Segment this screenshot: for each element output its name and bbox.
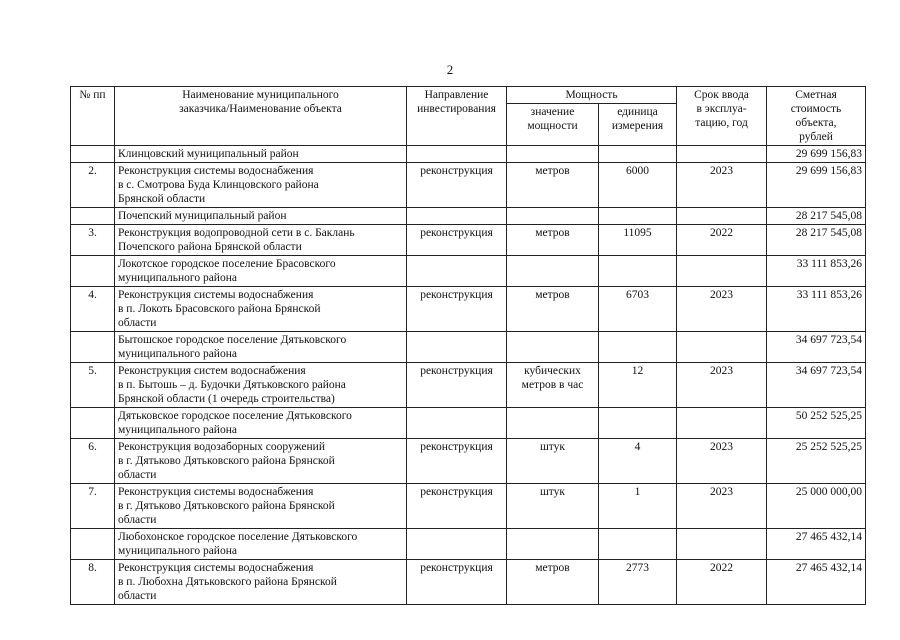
- cell-capacity-value: [507, 208, 599, 225]
- cell-term: 2023: [677, 163, 767, 208]
- cell-capacity-unit: 6703: [599, 287, 677, 332]
- table-row: [71, 225, 866, 256]
- cell-direction: [407, 146, 507, 163]
- header-num: № пп: [71, 87, 115, 146]
- cell-name: Реконструкция системы водоснабжения в п. Любохна Дятьковского района Брянской области: [115, 560, 407, 605]
- cell-name: Реконструкция систем водоснабжения в п. Бытошь – д. Будочки Дятьковского района Брянской области (1 очередь строительства): [115, 363, 407, 408]
- cell-capacity-value: [507, 332, 599, 363]
- header-term: Срок ввода в эксплуа- тацию, год: [677, 87, 767, 146]
- cell-term: 2023: [677, 439, 767, 484]
- cell-name: Клинцовский муниципальный район: [115, 146, 407, 163]
- header-cost: Сметная стоимость объекта, рублей: [767, 87, 866, 146]
- cell-num: [71, 332, 115, 363]
- cell-cost: 34 697 723,54: [767, 332, 866, 363]
- header-direction: Направление инвестирования: [407, 87, 507, 146]
- cell-num: 5.: [71, 363, 115, 408]
- cell-direction: реконструкция: [407, 560, 507, 605]
- header-capacity: Мощность: [507, 87, 677, 104]
- cell-cost: 25 000 000,00: [767, 484, 866, 529]
- cell-direction: [407, 408, 507, 439]
- cell-cost: 28 217 545,08: [767, 208, 866, 225]
- cell-cost: 25 252 525,25: [767, 439, 866, 484]
- cell-capacity-value: метров: [507, 287, 599, 332]
- cell-direction: реконструкция: [407, 163, 507, 208]
- cell-capacity-unit: [599, 408, 677, 439]
- header-capacity-unit: единица измерения: [599, 104, 677, 146]
- header-capacity-value: значение мощности: [507, 104, 599, 146]
- cell-name: Реконструкция водопроводной сети в с. Баклань Почепского района Брянской области: [115, 225, 407, 256]
- table-row: [71, 287, 866, 332]
- cell-term: 2023: [677, 484, 767, 529]
- cell-num: [71, 529, 115, 560]
- cell-num: [71, 256, 115, 287]
- cell-direction: [407, 332, 507, 363]
- cell-direction: реконструкция: [407, 225, 507, 256]
- cell-cost: 33 111 853,26: [767, 287, 866, 332]
- table-row: [71, 484, 866, 529]
- cell-name: Бытошское городское поселение Дятьковского муниципального района: [115, 332, 407, 363]
- cell-capacity-value: [507, 146, 599, 163]
- cell-capacity-value: метров: [507, 163, 599, 208]
- header-name: Наименование муниципального заказчика/Наименование объекта: [115, 87, 407, 146]
- cell-name: Реконструкция системы водоснабжения в с. Смотрова Буда Клинцовского района Брянской области: [115, 163, 407, 208]
- cell-term: 2022: [677, 560, 767, 605]
- cell-capacity-unit: 1: [599, 484, 677, 529]
- cell-name: Реконструкция системы водоснабжения в п. Локоть Брасовского района Брянской области: [115, 287, 407, 332]
- cell-capacity-unit: 4: [599, 439, 677, 484]
- cell-cost: 29 699 156,83: [767, 163, 866, 208]
- cell-direction: [407, 256, 507, 287]
- table-row-group: [71, 332, 866, 363]
- cell-capacity-unit: 12: [599, 363, 677, 408]
- table-row-group: [71, 529, 866, 560]
- cell-capacity-value: [507, 529, 599, 560]
- cell-capacity-unit: 6000: [599, 163, 677, 208]
- cell-capacity-unit: 11095: [599, 225, 677, 256]
- cell-capacity-unit: [599, 208, 677, 225]
- cell-capacity-value: штук: [507, 439, 599, 484]
- cell-name: Реконструкция системы водоснабжения в г. Дятьково Дятьковского района Брянской области: [115, 484, 407, 529]
- cell-direction: реконструкция: [407, 439, 507, 484]
- cell-direction: реконструкция: [407, 287, 507, 332]
- cell-capacity-unit: [599, 332, 677, 363]
- cell-name: Почепский муниципальный район: [115, 208, 407, 225]
- cell-direction: реконструкция: [407, 363, 507, 408]
- cell-term: [677, 208, 767, 225]
- cell-cost: 27 465 432,14: [767, 560, 866, 605]
- cell-term: 2023: [677, 287, 767, 332]
- cell-capacity-unit: [599, 146, 677, 163]
- cell-term: [677, 332, 767, 363]
- cell-capacity-unit: 2773: [599, 560, 677, 605]
- cell-num: [71, 208, 115, 225]
- cell-capacity-value: метров: [507, 560, 599, 605]
- cell-direction: реконструкция: [407, 484, 507, 529]
- cell-term: [677, 256, 767, 287]
- cell-direction: [407, 529, 507, 560]
- cell-num: 3.: [71, 225, 115, 256]
- cell-capacity-value: [507, 256, 599, 287]
- cell-num: [71, 408, 115, 439]
- investment-table: [70, 86, 866, 605]
- cell-term: 2022: [677, 225, 767, 256]
- page-number: 2: [446, 62, 454, 77]
- cell-name: Локотское городское поселение Брасовского муниципального района: [115, 256, 407, 287]
- cell-capacity-value: штук: [507, 484, 599, 529]
- cell-num: 2.: [71, 163, 115, 208]
- cell-name: Дятьковское городское поселение Дятьковского муниципального района: [115, 408, 407, 439]
- cell-capacity-unit: [599, 529, 677, 560]
- cell-capacity-value: кубических метров в час: [507, 363, 599, 408]
- table-row: [71, 560, 866, 605]
- cell-num: [71, 146, 115, 163]
- table-body: [71, 146, 866, 605]
- cell-term: [677, 146, 767, 163]
- cell-num: 4.: [71, 287, 115, 332]
- cell-term: [677, 408, 767, 439]
- cell-capacity-value: [507, 408, 599, 439]
- cell-name: Любохонское городское поселение Дятьковского муниципального района: [115, 529, 407, 560]
- cell-num: 7.: [71, 484, 115, 529]
- table-row-group: [71, 408, 866, 439]
- cell-capacity-value: метров: [507, 225, 599, 256]
- cell-name: Реконструкция водозаборных сооружений в г. Дятьково Дятьковского района Брянской области: [115, 439, 407, 484]
- cell-cost: 28 217 545,08: [767, 225, 866, 256]
- cell-capacity-unit: [599, 256, 677, 287]
- cell-cost: 29 699 156,83: [767, 146, 866, 163]
- table-row: [71, 363, 866, 408]
- table-row-group: [71, 256, 866, 287]
- table-row: [71, 163, 866, 208]
- cell-cost: 50 252 525,25: [767, 408, 866, 439]
- cell-num: 6.: [71, 439, 115, 484]
- cell-cost: 27 465 432,14: [767, 529, 866, 560]
- cell-term: 2023: [677, 363, 767, 408]
- table-row: [71, 439, 866, 484]
- cell-direction: [407, 208, 507, 225]
- cell-cost: 34 697 723,54: [767, 363, 866, 408]
- cell-num: 8.: [71, 560, 115, 605]
- cell-cost: 33 111 853,26: [767, 256, 866, 287]
- cell-term: [677, 529, 767, 560]
- table-row-group: [71, 208, 866, 225]
- table-row-group: [71, 146, 866, 163]
